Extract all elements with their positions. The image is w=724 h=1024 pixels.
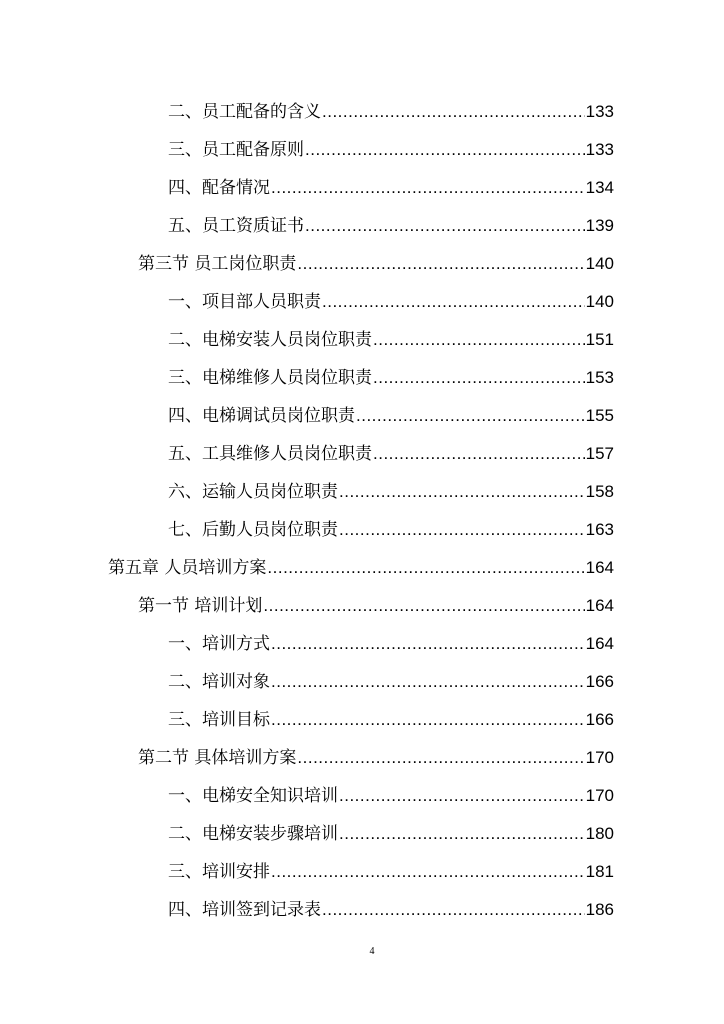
toc-dot-leader — [267, 556, 584, 580]
toc-entry[interactable] — [0, 891, 724, 929]
toc-entry[interactable] — [0, 283, 724, 321]
toc-entry-label: 第五章 人员培训方案 — [108, 558, 267, 578]
toc-entry-label: 五、工具维修人员岗位职责 — [168, 444, 372, 464]
toc-entry-label: 第二节 具体培训方案 — [138, 748, 297, 768]
toc-entry-page: 151 — [585, 330, 614, 349]
toc-entry-label: 三、培训安排 — [168, 862, 270, 882]
toc-entry-page: 134 — [585, 178, 614, 197]
toc-entry-page: 164 — [585, 634, 614, 653]
toc-entry-label: 二、员工配备的含义 — [168, 102, 321, 122]
toc-entry-page: 140 — [585, 292, 614, 311]
toc-entry-page: 180 — [585, 824, 614, 843]
toc-entry-page: 166 — [585, 710, 614, 729]
toc-entry-label: 四、电梯调试员岗位职责 — [168, 406, 355, 426]
toc-dot-leader — [339, 480, 585, 504]
toc-dot-leader — [271, 708, 585, 732]
toc-entry-page: 133 — [585, 140, 614, 159]
toc-entry-label: 一、电梯安全知识培训 — [168, 786, 338, 806]
toc-entry[interactable] — [0, 359, 724, 397]
toc-dot-leader — [297, 252, 584, 276]
toc-dot-leader — [356, 404, 585, 428]
toc-entry[interactable] — [0, 245, 724, 283]
toc-entry-page: 186 — [585, 900, 614, 919]
toc-entry-label: 第一节 培训计划 — [138, 596, 263, 616]
toc-dot-leader — [373, 328, 585, 352]
toc-dot-leader — [339, 518, 585, 542]
toc-entry-label: 三、员工配备原则 — [168, 140, 304, 160]
toc-dot-leader — [305, 214, 585, 238]
toc-dot-leader — [339, 822, 585, 846]
toc-entry-page: 139 — [585, 216, 614, 235]
toc-entry-label: 三、电梯维修人员岗位职责 — [168, 368, 372, 388]
toc-entry[interactable] — [0, 207, 724, 245]
toc-entry[interactable] — [0, 131, 724, 169]
toc-entry-label: 二、培训对象 — [168, 672, 270, 692]
toc-entry-page: 133 — [585, 102, 614, 121]
toc-entry[interactable] — [0, 625, 724, 663]
toc-dot-leader — [322, 100, 585, 124]
toc-entry[interactable] — [0, 435, 724, 473]
toc-entry-page: 164 — [585, 558, 614, 577]
toc-entry[interactable] — [0, 549, 724, 587]
toc-entry[interactable] — [0, 397, 724, 435]
table-of-contents — [0, 93, 724, 929]
toc-entry-page: 153 — [585, 368, 614, 387]
toc-dot-leader — [322, 898, 585, 922]
toc-entry-label: 七、后勤人员岗位职责 — [168, 520, 338, 540]
toc-entry-label: 四、培训签到记录表 — [168, 900, 321, 920]
toc-dot-leader — [305, 138, 585, 162]
toc-entry-label: 第三节 员工岗位职责 — [138, 254, 297, 274]
page-number: 4 — [369, 946, 375, 957]
toc-entry[interactable] — [0, 815, 724, 853]
toc-dot-leader — [271, 632, 585, 656]
toc-entry[interactable] — [0, 511, 724, 549]
toc-entry[interactable] — [0, 321, 724, 359]
toc-dot-leader — [373, 442, 585, 466]
toc-entry[interactable] — [0, 777, 724, 815]
toc-dot-leader — [263, 594, 584, 618]
toc-entry[interactable] — [0, 169, 724, 207]
toc-entry[interactable] — [0, 701, 724, 739]
toc-entry-page: 157 — [585, 444, 614, 463]
toc-entry-page: 158 — [585, 482, 614, 501]
toc-entry-label: 四、配备情况 — [168, 178, 270, 198]
toc-entry-label: 二、电梯安装步骤培训 — [168, 824, 338, 844]
toc-entry-label: 二、电梯安装人员岗位职责 — [168, 330, 372, 350]
toc-entry[interactable] — [0, 587, 724, 625]
toc-entry-page: 166 — [585, 672, 614, 691]
toc-entry[interactable] — [0, 663, 724, 701]
toc-dot-leader — [271, 670, 585, 694]
toc-entry[interactable] — [0, 93, 724, 131]
toc-dot-leader — [271, 860, 585, 884]
toc-dot-leader — [373, 366, 585, 390]
toc-dot-leader — [339, 784, 585, 808]
toc-entry-label: 一、培训方式 — [168, 634, 270, 654]
toc-entry-label: 一、项目部人员职责 — [168, 292, 321, 312]
toc-entry-page: 163 — [585, 520, 614, 539]
toc-entry[interactable] — [0, 853, 724, 891]
toc-dot-leader — [322, 290, 585, 314]
toc-entry-page: 140 — [585, 254, 614, 273]
toc-entry[interactable] — [0, 473, 724, 511]
toc-dot-leader — [271, 176, 585, 200]
toc-entry-page: 181 — [585, 862, 614, 881]
toc-dot-leader — [297, 746, 584, 770]
toc-entry-label: 六、运输人员岗位职责 — [168, 482, 338, 502]
toc-entry-page: 170 — [585, 748, 614, 767]
toc-entry-label: 五、员工资质证书 — [168, 216, 304, 236]
toc-entry-label: 三、培训目标 — [168, 710, 270, 730]
toc-entry-page: 170 — [585, 786, 614, 805]
toc-entry[interactable] — [0, 739, 724, 777]
toc-entry-page: 155 — [585, 406, 614, 425]
toc-entry-page: 164 — [585, 596, 614, 615]
